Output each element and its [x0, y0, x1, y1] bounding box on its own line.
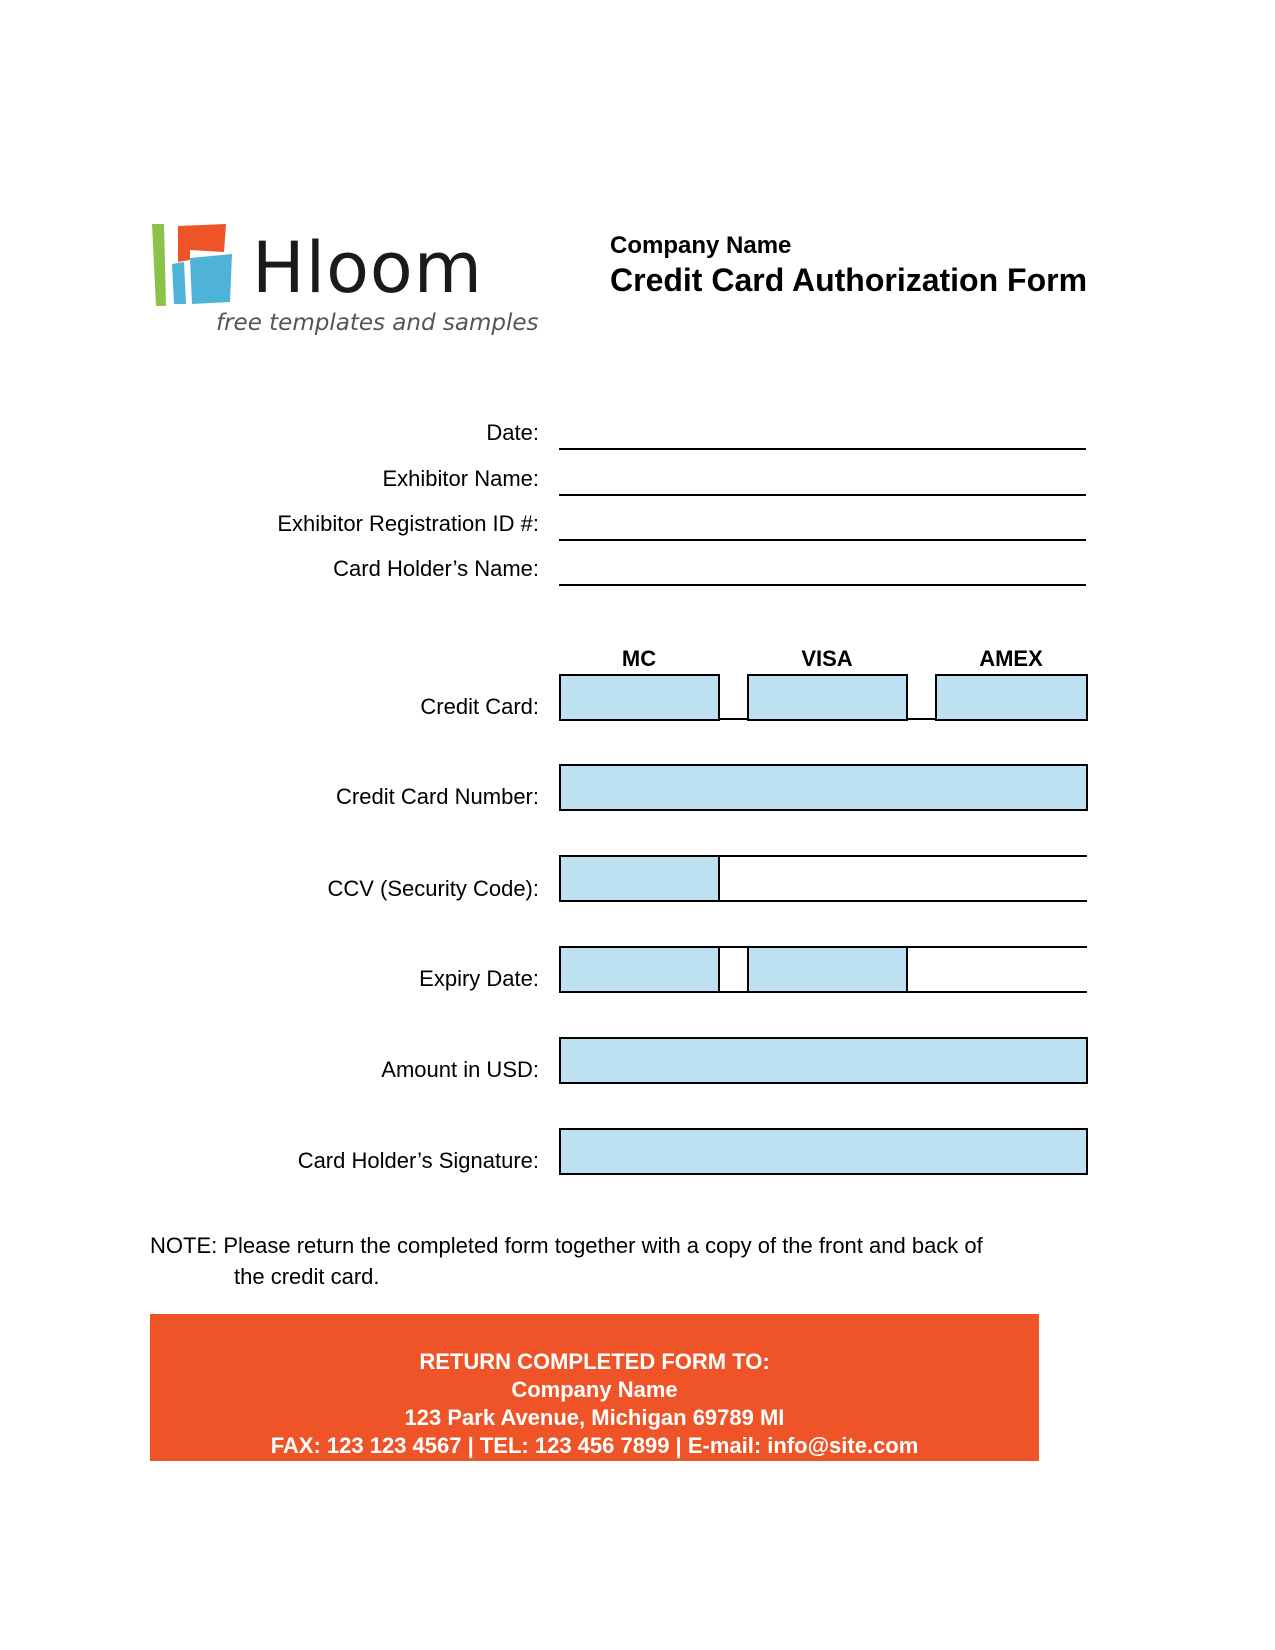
hloom-logo-icon — [150, 222, 240, 308]
note-line-2: the credit card. — [234, 1264, 380, 1289]
note-line-1: NOTE: Please return the completed form together with a copy of the front and back of — [150, 1233, 983, 1258]
credit-card-label: Credit Card: — [420, 694, 539, 719]
expiry-year-field[interactable] — [747, 946, 908, 993]
divider — [906, 946, 1087, 948]
logo-tagline: free templates and samples — [216, 310, 539, 336]
logo-wordmark: Hloom — [252, 227, 483, 309]
card-type-amex-header: AMEX — [979, 646, 1043, 671]
exhibitor-name-field[interactable] — [559, 494, 1086, 496]
visa-checkbox[interactable] — [747, 674, 908, 721]
return-info-banner — [150, 1314, 1039, 1461]
card-type-mc-header: MC — [621, 646, 657, 671]
return-company: Company Name — [511, 1377, 678, 1402]
divider — [718, 991, 749, 993]
exhibitor-name-label: Exhibitor Name: — [382, 466, 539, 491]
card-holder-name-label: Card Holder’s Name: — [333, 556, 539, 581]
return-contact: FAX: 123 123 4567 | TEL: 123 456 7899 | E-mail: info@site.com — [270, 1433, 919, 1458]
amount-field[interactable] — [559, 1037, 1088, 1084]
date-field[interactable] — [559, 448, 1086, 450]
return-heading: RETURN COMPLETED FORM TO: — [419, 1349, 770, 1374]
credit-card-number-field[interactable] — [559, 764, 1088, 811]
divider — [718, 855, 1087, 857]
company-name: Company Name — [610, 232, 792, 259]
card-type-visa-header: VISA — [801, 646, 853, 671]
divider — [718, 718, 749, 720]
note — [150, 1230, 1050, 1292]
divider — [906, 991, 1087, 993]
ccv-label: CCV (Security Code): — [327, 876, 539, 901]
credit-card-number-label: Credit Card Number: — [336, 784, 539, 809]
exhibitor-reg-id-label: Exhibitor Registration ID #: — [277, 511, 539, 536]
expiry-date-label: Expiry Date: — [419, 966, 539, 991]
divider — [718, 946, 749, 948]
divider — [906, 718, 937, 720]
return-address: 123 Park Avenue, Michigan 69789 MI — [404, 1405, 785, 1430]
form-title: Credit Card Authorization Form — [610, 262, 1088, 298]
exhibitor-reg-id-field[interactable] — [559, 539, 1086, 541]
date-label: Date: — [486, 420, 539, 445]
mc-checkbox[interactable] — [559, 674, 720, 721]
amount-label: Amount in USD: — [381, 1057, 539, 1082]
ccv-field[interactable] — [559, 855, 720, 902]
divider — [718, 900, 1087, 902]
amex-checkbox[interactable] — [935, 674, 1088, 721]
expiry-month-field[interactable] — [559, 946, 720, 993]
signature-field[interactable] — [559, 1128, 1088, 1175]
card-holder-name-field[interactable] — [559, 584, 1086, 586]
signature-label: Card Holder’s Signature: — [297, 1148, 539, 1173]
